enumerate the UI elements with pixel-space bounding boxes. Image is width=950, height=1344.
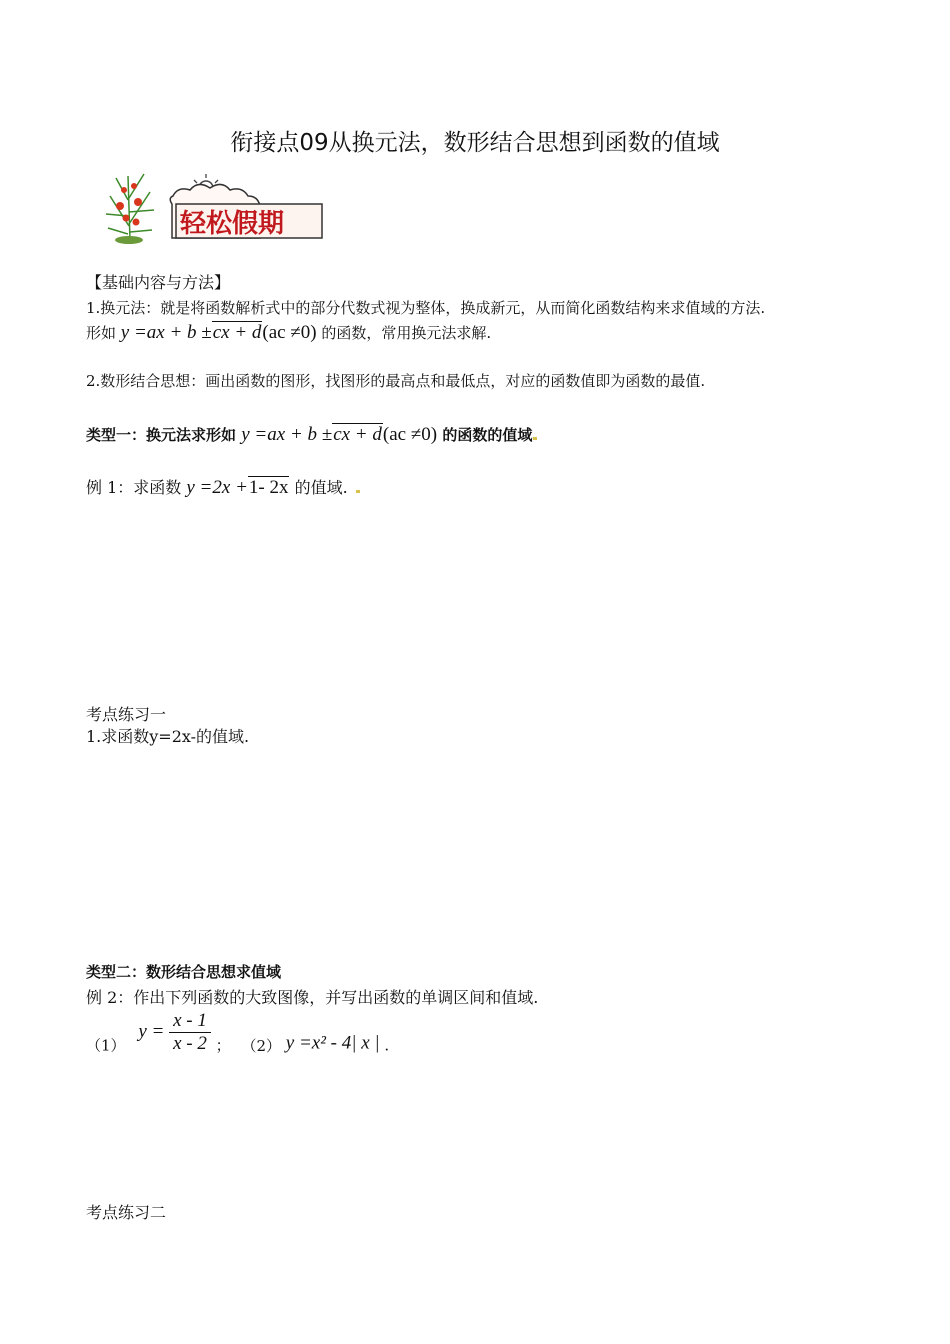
- holiday-logo: [98, 166, 328, 246]
- flower-illustration-icon: [98, 166, 328, 246]
- type1-heading: 类型一：换元法求形如 y =ax + b ±cx + d(ac ≠0) 的函数的值域: [86, 424, 538, 446]
- item1-prefix: 形如: [86, 324, 117, 342]
- item2: 2.数形结合思想：画出函数的图形，找图形的最高点和最低点，对应的函数值即为函数的最值.: [86, 372, 706, 390]
- example2-parts: （1） y = $\frac{x - 1}{x - 2}$ ； （2） y =x² - 4| x | .: [86, 1010, 390, 1055]
- practice1-heading: 考点练习一: [86, 705, 167, 724]
- practice2-heading: 考点练习二: [86, 1203, 167, 1222]
- page-title: 衔接点09从换元法，数形结合思想到函数的值域: [230, 130, 720, 156]
- item1-line1: 1.换元法：就是将函数解析式中的部分代数式视为整体，换成新元，从而简化函数结构来求值域的方法.: [86, 299, 766, 317]
- example2: 例 2：作出下列函数的大致图像，并写出函数的单调区间和值域.: [86, 988, 539, 1007]
- logo-text: 轻松假期: [180, 209, 285, 239]
- section-heading-basic: 【基础内容与方法】: [86, 273, 231, 292]
- item1-suffix: 的函数，常用换元法求解.: [321, 324, 492, 342]
- practice1-question: 1.求函数y=2x-的值域.: [86, 727, 250, 746]
- type2-heading: 类型二：数形结合思想求值域: [86, 963, 282, 981]
- example1: 例 1：求函数 y =2x +1- 2x 的值域.: [86, 475, 361, 499]
- item1-formula: y =ax + b ±cx + d(ac ≠0): [120, 322, 317, 343]
- item1-line2: [86, 322, 491, 344]
